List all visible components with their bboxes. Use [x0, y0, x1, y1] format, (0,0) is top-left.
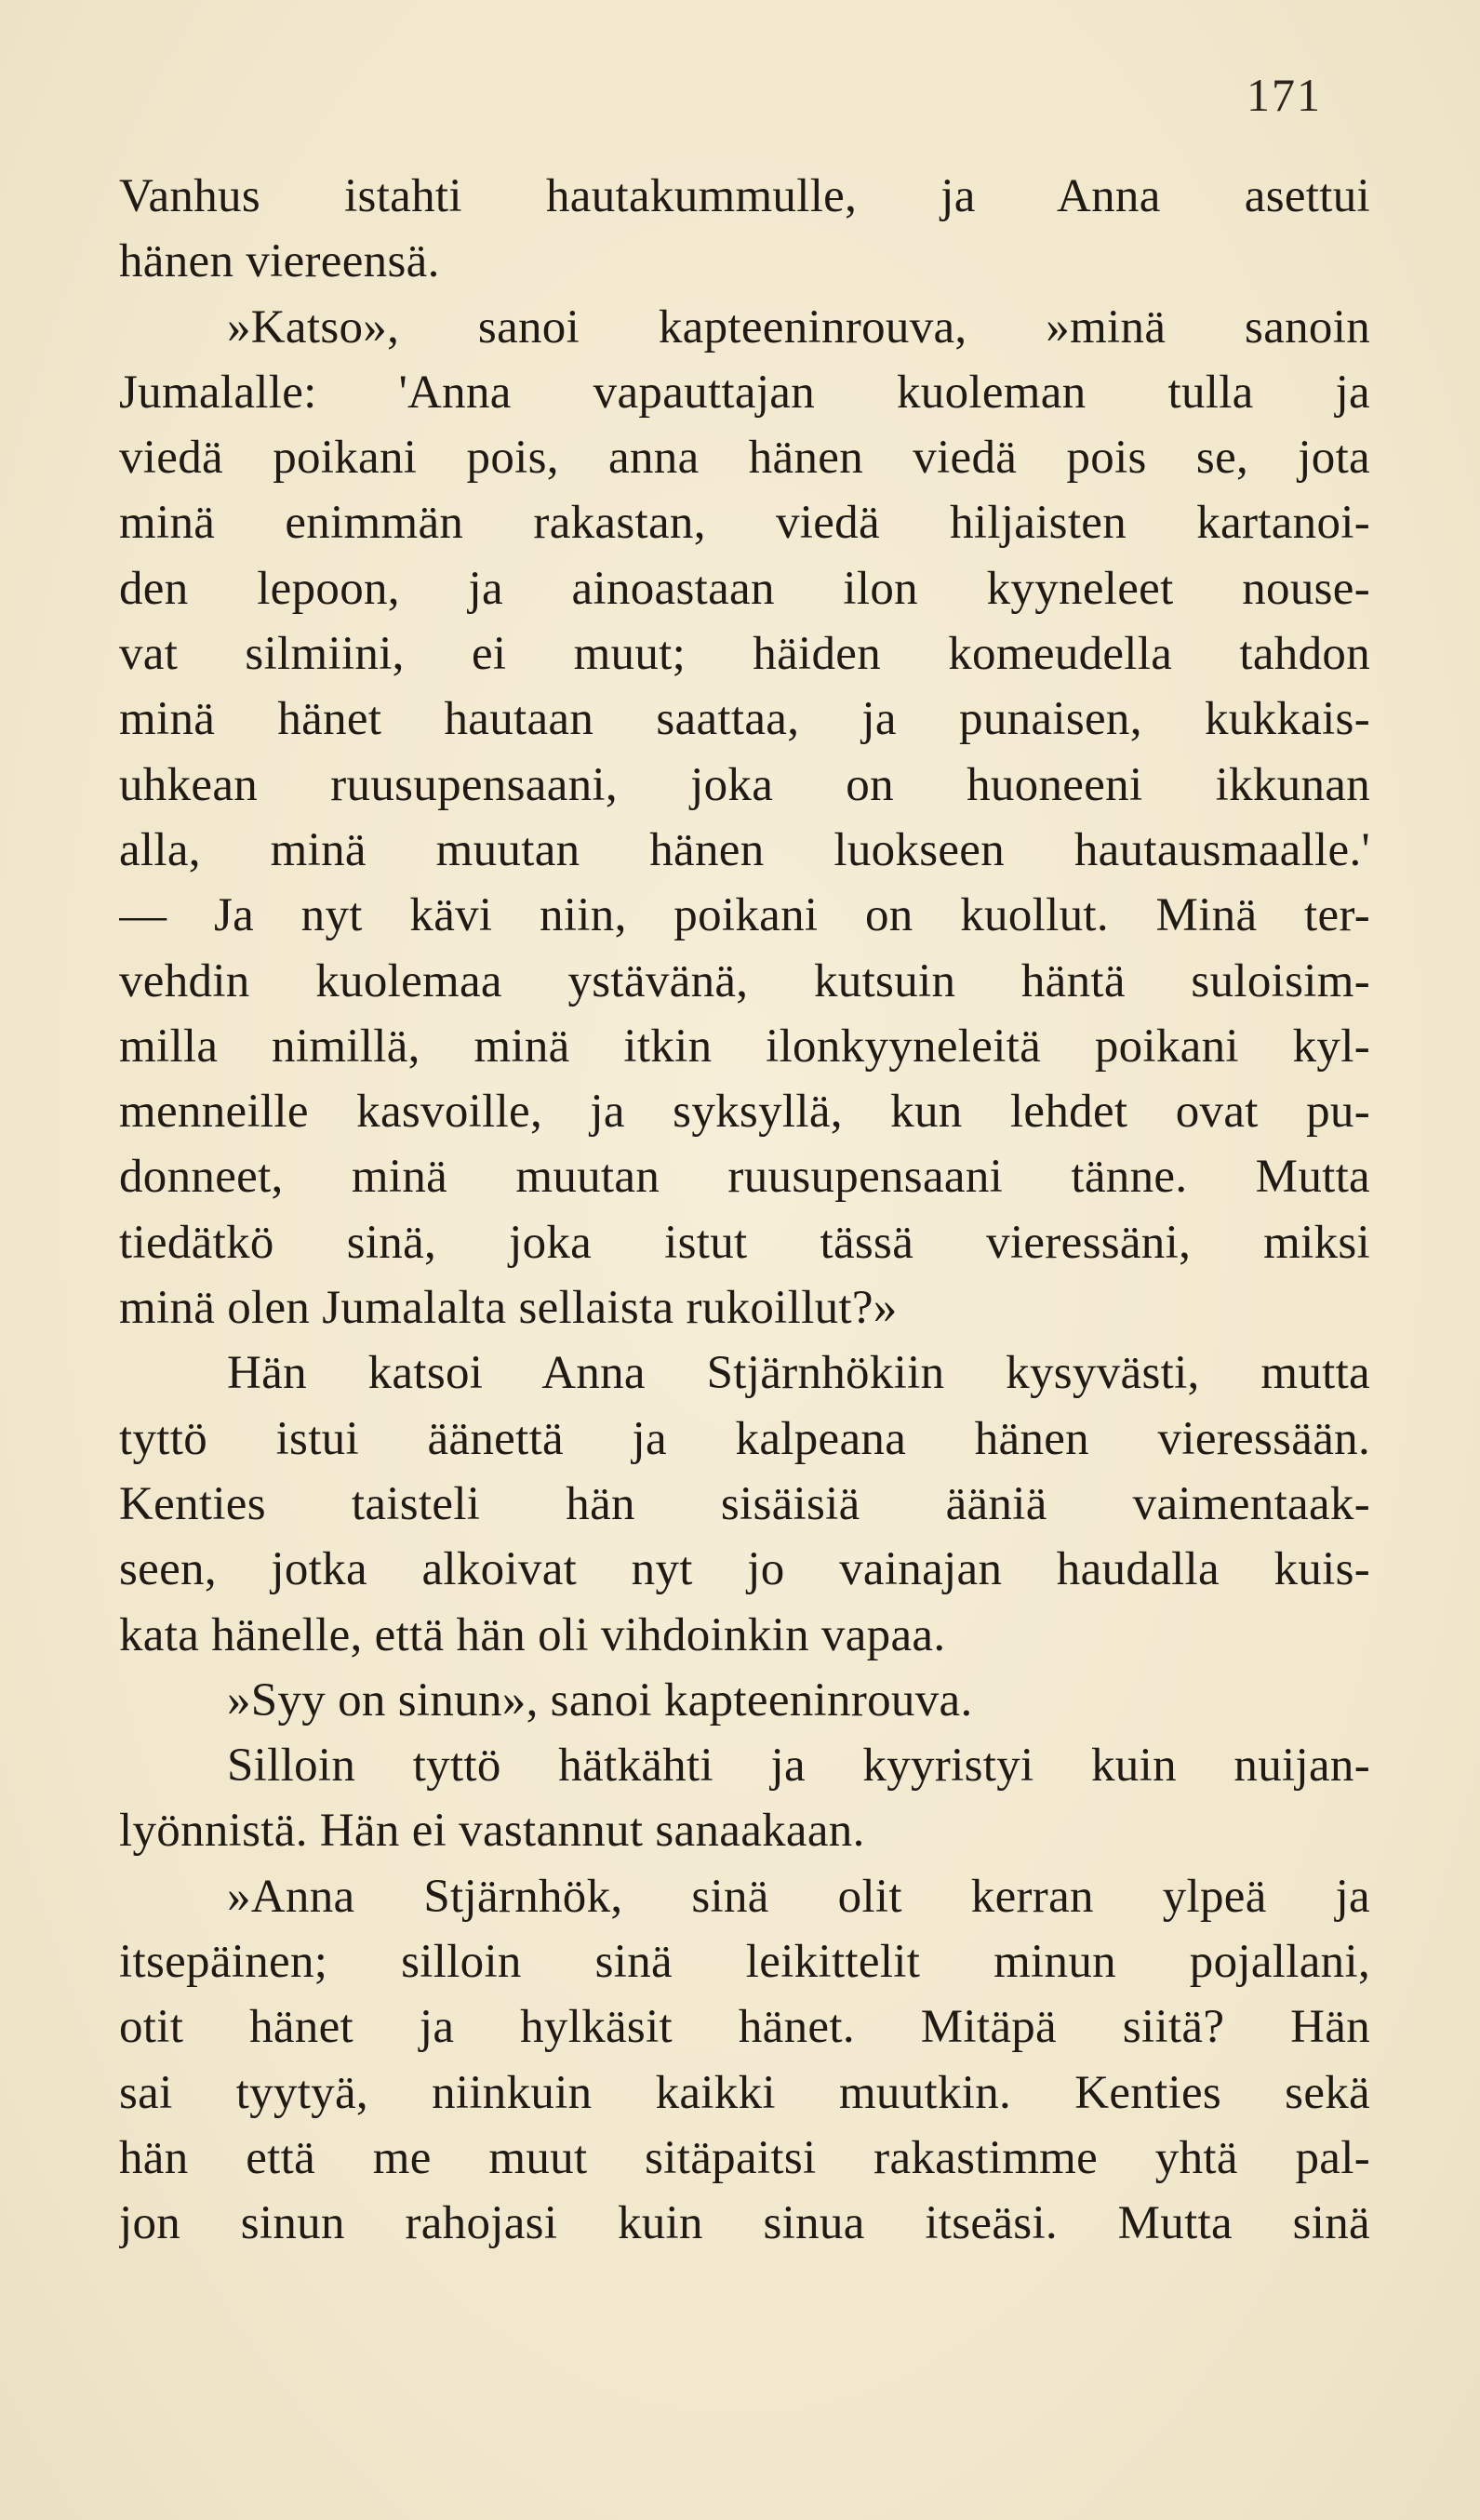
- page-number: 171: [1247, 69, 1322, 121]
- text-line: minä hänet hautaan saattaa, ja punaisen, kukkais-: [119, 693, 1370, 746]
- text-line: — Ja nyt kävi niin, poikani on kuollut. Minä ter-: [119, 889, 1370, 942]
- text-line: hän että me muut sitäpaitsi rakastimme yhtä pal-: [119, 2131, 1370, 2184]
- text-line: vat silmiini, ei muut; häiden komeudella tahdon: [119, 628, 1370, 681]
- text-line: menneille kasvoille, ja syksyllä, kun lehdet ovat pu-: [119, 1086, 1370, 1139]
- text-line: minä olen Jumalalta sellaista rukoillut?»: [119, 1282, 898, 1335]
- text-line: lyönnistä. Hän ei vastannut sanaakaan.: [119, 1805, 865, 1858]
- text-line: seen, jotka alkoivat nyt jo vainajan haudalla kuis-: [119, 1543, 1370, 1596]
- text-line: itsepäinen; silloin sinä leikittelit minun pojallani,: [119, 1936, 1370, 1989]
- text-line: »Katso», sanoi kapteeninrouva, »minä sanoin: [227, 300, 1370, 353]
- text-line: otit hänet ja hylkäsit hänet. Mitäpä siitä? Hän: [119, 2001, 1370, 2054]
- text-line: donneet, minä muutan ruusupensaani tänne. Mutta: [119, 1151, 1370, 1204]
- text-line: den lepoon, ja ainoastaan ilon kyyneleet nouse-: [119, 562, 1370, 615]
- text-line: viedä poikani pois, anna hänen viedä pois se, jota: [119, 432, 1370, 485]
- text-line: sai tyytyä, niinkuin kaikki muutkin. Kenties sekä: [119, 2066, 1370, 2119]
- text-line: tyttö istui äänettä ja kalpeana hänen vieressään.: [119, 1412, 1370, 1465]
- text-line: Hän katsoi Anna Stjärnhökiin kysyvästi, mutta: [227, 1347, 1370, 1400]
- text-line: Kenties taisteli hän sisäisiä ääniä vaimentaak-: [119, 1477, 1370, 1530]
- text-line: milla nimillä, minä itkin ilonkyyneleitä poikani kyl-: [119, 1020, 1370, 1073]
- body-text: [119, 164, 1370, 2257]
- text-line: Silloin tyttö hätkähti ja kyyristyi kuin nuijan-: [227, 1740, 1370, 1793]
- text-line: hänen viereensä.: [119, 235, 440, 288]
- text-line: »Anna Stjärnhök, sinä olit kerran ylpeä ja: [227, 1870, 1370, 1923]
- text-line: vehdin kuolemaa ystävänä, kutsuin häntä suloisim-: [119, 954, 1370, 1007]
- text-line: Vanhus istahti hautakummulle, ja Anna asettui: [119, 170, 1370, 222]
- text-line: jon sinun rahojasi kuin sinua itseäsi. Mutta sinä: [119, 2197, 1370, 2250]
- text-line: kata hänelle, että hän oli vihdoinkin vapaa.: [119, 1608, 946, 1661]
- text-line: uhkean ruusupensaani, joka on huoneeni ikkunan: [119, 758, 1370, 811]
- text-line: alla, minä muutan hänen luokseen hautausmaalle.': [119, 823, 1370, 876]
- text-line: Jumalalle: 'Anna vapauttajan kuoleman tulla ja: [119, 366, 1370, 419]
- text-line: minä enimmän rakastan, viedä hiljaisten kartanoi-: [119, 497, 1370, 550]
- text-line: »Syy on sinun», sanoi kapteeninrouva.: [227, 1673, 973, 1727]
- text-line: tiedätkö sinä, joka istut tässä vieressäni, miksi: [119, 1216, 1370, 1269]
